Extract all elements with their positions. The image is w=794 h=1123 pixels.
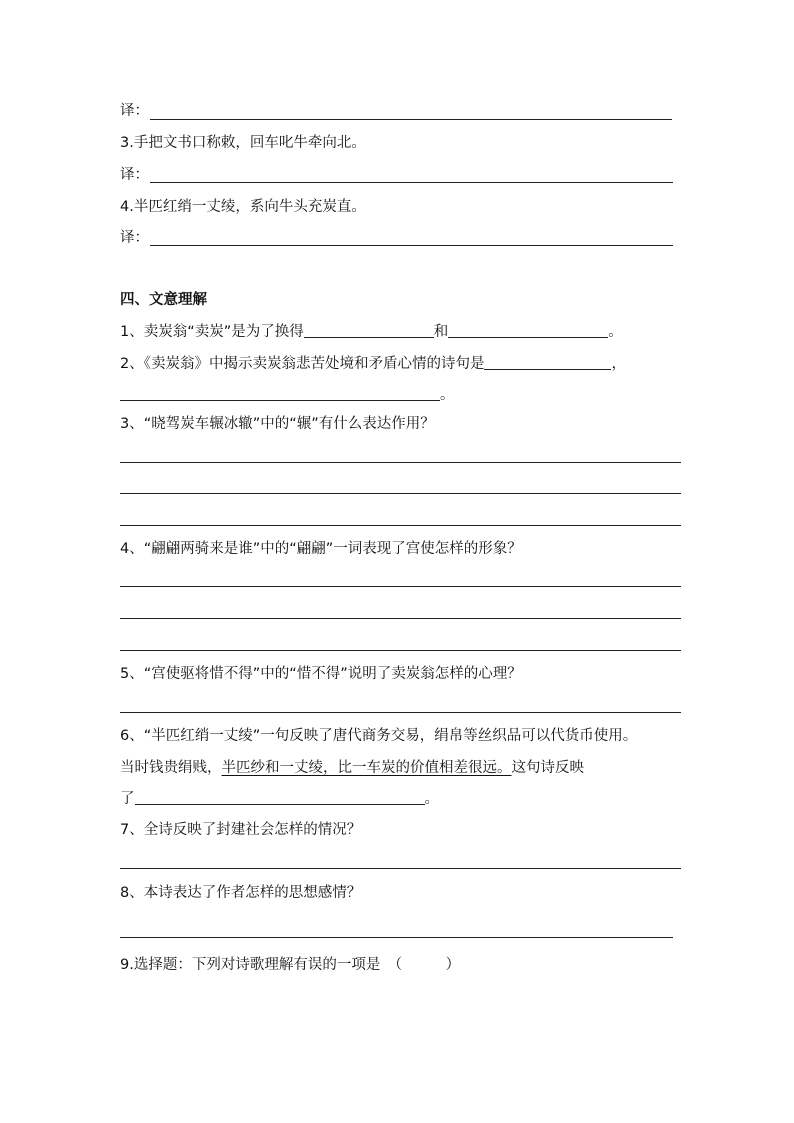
translation-label: 译： bbox=[120, 230, 149, 246]
question-6-line2 bbox=[120, 758, 584, 778]
question-1-end: 。 bbox=[608, 324, 623, 340]
sentence-item-4: 4.半匹红绡一丈绫，系向牛头充炭直。 bbox=[120, 199, 366, 215]
answer-line[interactable] bbox=[120, 462, 681, 463]
translation-label: 译： bbox=[120, 167, 149, 183]
answer-line[interactable] bbox=[120, 525, 681, 526]
question-2-text: 2、《卖炭翁》中揭示卖炭翁悲苦处境和矛盾心情的诗句是 bbox=[120, 356, 485, 372]
blank-2a[interactable] bbox=[484, 355, 611, 370]
answer-line[interactable] bbox=[120, 712, 681, 713]
answer-line[interactable] bbox=[120, 937, 673, 938]
answer-line[interactable] bbox=[120, 586, 681, 587]
question-9: 9.选择题：下列对诗歌理解有误的一项是 （ ） bbox=[120, 957, 461, 973]
blank-6[interactable] bbox=[135, 790, 425, 805]
blank-1a[interactable] bbox=[304, 323, 434, 338]
section-title: 四、文意理解 bbox=[120, 292, 207, 308]
question-6-text-a: 当时钱贵绢贱， bbox=[120, 760, 222, 776]
blank-1b[interactable] bbox=[448, 323, 608, 338]
answer-line[interactable] bbox=[120, 618, 681, 619]
answer-line[interactable] bbox=[120, 868, 681, 869]
answer-line[interactable] bbox=[150, 245, 673, 246]
blank-2b[interactable] bbox=[120, 386, 440, 401]
answer-line[interactable] bbox=[120, 493, 681, 494]
question-4: 4、“翩翩两骑来是谁”中的“翩翩”一词表现了宫使怎样的形象？ bbox=[120, 541, 522, 557]
translation-label: 译： bbox=[120, 103, 149, 119]
answer-line[interactable] bbox=[120, 650, 681, 651]
question-7: 7、全诗反映了封建社会怎样的情况？ bbox=[120, 822, 362, 838]
answer-line[interactable] bbox=[150, 182, 673, 183]
sentence-item-3: 3.手把文书口称敕，回车叱牛牵向北。 bbox=[120, 135, 366, 151]
question-3: 3、“晓驾炭车辗冰辙”中的“辗”有什么表达作用？ bbox=[120, 416, 435, 432]
question-6-line1: 6、“半匹红绡一丈绫”一句反映了唐代商务交易，绢帛等丝织品可以代货币使用。 bbox=[120, 728, 638, 744]
question-5: 5、“宫使驱将惜不得”中的“惜不得”说明了卖炭翁怎样的心理？ bbox=[120, 666, 522, 682]
question-2-end: 。 bbox=[440, 387, 455, 403]
question-6-text-c: 了 bbox=[120, 791, 135, 807]
answer-line[interactable] bbox=[150, 119, 672, 120]
question-6-underlined-text: 半匹纱和一丈绫，比一车炭的价值相差很远。 bbox=[221, 760, 512, 776]
question-1-text: 1、卖炭翁“卖炭”是为了换得 bbox=[120, 324, 304, 340]
question-2 bbox=[120, 354, 626, 374]
question-8: 8、本诗表达了作者怎样的思想感情？ bbox=[120, 885, 362, 901]
question-1-conj: 和 bbox=[433, 324, 449, 340]
question-6-text-b: 这句诗反映 bbox=[511, 760, 584, 776]
question-2-comma: ， bbox=[611, 356, 626, 372]
question-1 bbox=[120, 322, 623, 342]
question-2-cont bbox=[120, 385, 455, 405]
question-6-line3 bbox=[120, 789, 439, 809]
question-6-end: 。 bbox=[424, 791, 439, 807]
